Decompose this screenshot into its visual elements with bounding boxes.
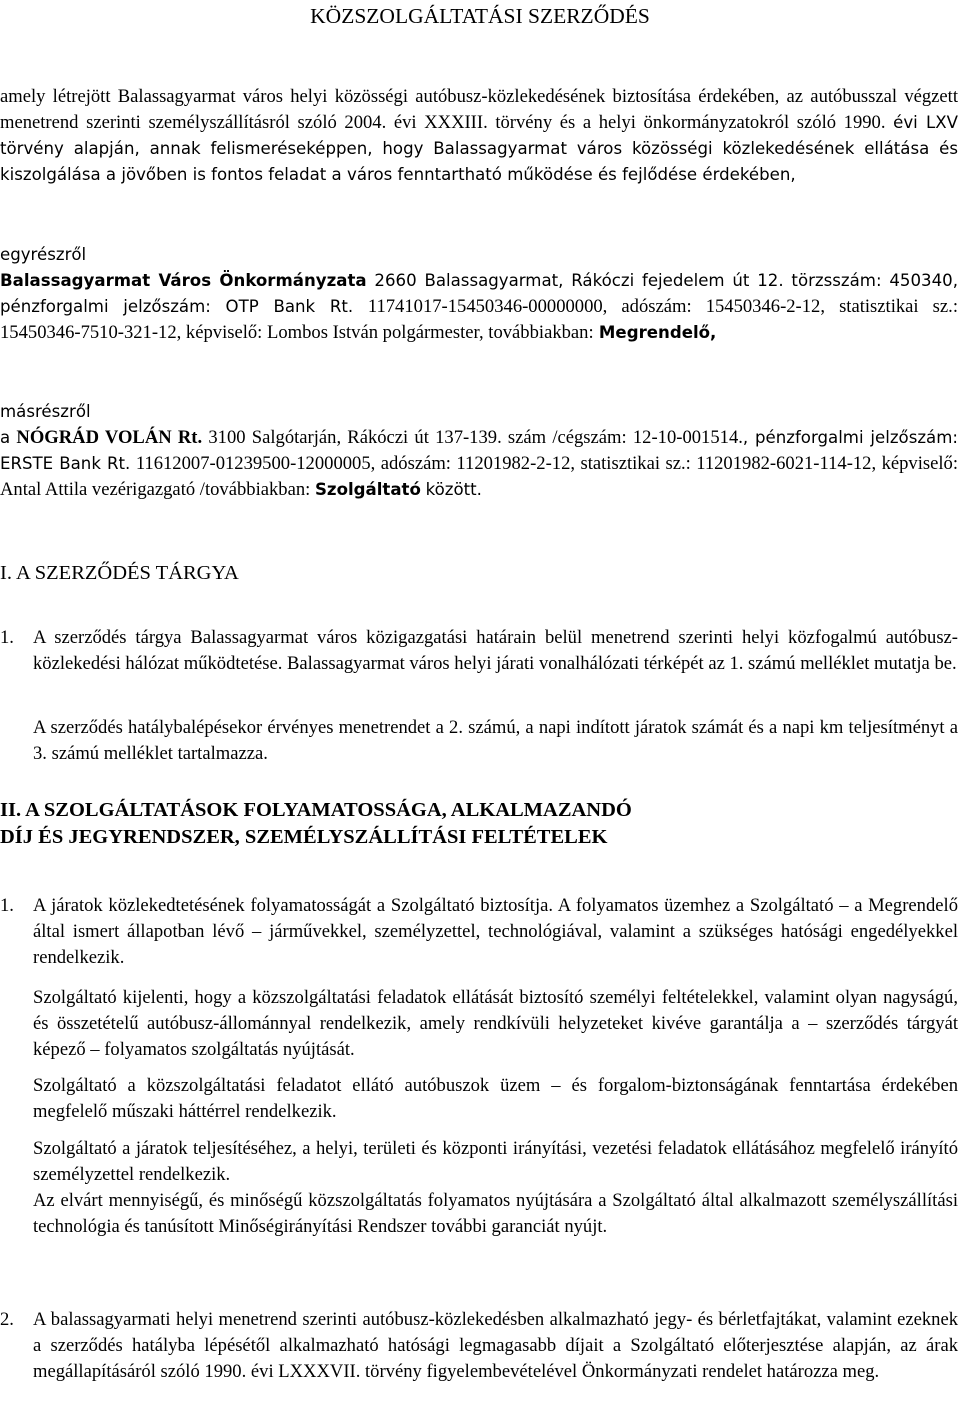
section2-paragraph4: Szolgáltató a járatok teljesítéséhez, a helyi, területi és központi irányítási, vezetési feladatok ellátásához megfelelő irányító személyzettel rendelkezik. <box>33 1138 958 1185</box>
party2-details3: : 11201982-6021-114-12, képviselő: Antal Attila vezérigazgató /továbbiakban: <box>0 453 959 500</box>
section1-number: 1. <box>0 627 14 648</box>
party2-role: Szolgáltató <box>314 480 421 499</box>
section2-heading-line2: DÍJ ÉS JEGYRENDSZER, SZEMÉLYSZÁLLÍTÁSI FELTÉTELEK <box>0 826 608 848</box>
section2-paragraph5: Az elvárt mennyiségű, és minőségű közszolgáltatás folyamatos nyújtására a Szolgáltató által alkalmazott személyszállítási technológia és tanúsított Minőségirányítási Rendszer további garanciát nyújt. <box>33 1190 958 1237</box>
party1-details: 2660 Balassagyarmat, Rákóczi fejedelem út 12. törzsszám: 450340, pénzforgalmi jelzőszám: OTP Bank Rt. <box>0 271 958 316</box>
section1-paragraph1: A szerződés tárgya Balassagyarmat város közigazgatási határain belül menetrend szerinti helyi közfogalmú autóbusz-közlekedési hálózat működtetése. Balassagyarmat város helyi járati vonalhálózati térképét az 1. számú melléklet mutatja be. <box>33 627 958 674</box>
intro-text-sans: évi LXV törvény alapján, annak felismeréseképpen, hogy Balassagyarmat város közösségi közlekedésének ellátása és kiszolgálása a jövőben is fontos feladat a város fenntartható működése és fejlődése érdekében, <box>0 113 958 184</box>
party2-role-suffix: között. <box>425 480 482 499</box>
document-title: KÖZSZOLGÁLTATÁSI SZERZŐDÉS <box>310 4 650 28</box>
party1-label: egyrészről <box>0 245 87 264</box>
party2-label: másrészről <box>0 402 91 421</box>
section2-paragraph2: Szolgáltató kijelenti, hogy a közszolgáltatási feladatok ellátását biztosító személyi feltételekkel, valamint olyan nagyságú, és összetételű autóbusz-állománnyal rendelkezik, amely rendkívüli helyzeteket kivéve garantálja a – szerződés tárgyát képező – folyamatos szolgáltatás nyújtását. <box>33 987 958 1060</box>
section2-paragraph1: A járatok közlekedtetésének folyamatosságát a Szolgáltató biztosítja. A folyamatos üzemhez a Szolgáltató – a Megrendelő által ismert állapotban lévő – járművekkel, személyzettel, technológiával, valamint a szükséges hatósági engedélyekkel rendelkezik. <box>33 895 958 968</box>
party2-details-sans: , pénzforgalmi jelzőszám: ERSTE Bank Rt. <box>0 428 958 473</box>
intro-text-serif: amely létrejött Balassagyarmat város helyi közösségi autóbusz-közlekedésének biztosítása érdekében, az autóbusszal végzett menetrend szerinti személyszállításról szóló 2004. évi XXXIII. törvény és a helyi önkormányzatokról szóló 1990. <box>0 86 958 133</box>
party2-details: 3100 Salgótarján, Rákóczi út 137-139. szám /cégszám: 12-10-001514. <box>208 427 743 448</box>
section2-heading-line1: II. A SZOLGÁLTATÁSOK FOLYAMATOSSÁGA, ALKALMAZANDÓ <box>0 799 632 821</box>
party2-details2: 11612007-01239500-12000005, adószám: 11201982-2-12, statisztikai sz. <box>135 453 686 474</box>
section2-number2: 2. <box>0 1309 14 1330</box>
party2-prefix: a <box>0 428 11 447</box>
section1-paragraph2: A szerződés hatálybalépésekor érvényes menetrendet a 2. számú, a napi indított járatok számát és a napi km teljesítményt a 3. számú melléklet tartalmazza. <box>33 717 958 764</box>
intro-paragraph <box>0 84 958 188</box>
party1-details3: : 15450346-7510-321-12, képviselő: Lombos István polgármester, továbbiakban: <box>0 296 958 343</box>
party1-details2: 11741017-15450346-00000000, adószám: 15450346-2-12, statisztikai sz. <box>367 296 953 317</box>
section1-heading: I. A SZERZŐDÉS TÁRGYA <box>0 562 239 584</box>
party1-block <box>0 268 958 346</box>
section2-paragraph3: Szolgáltató a közszolgáltatási feladatot ellátó autóbuszok üzem – és forgalom-biztonságának fenntartása érdekében megfelelő műszaki háttérrel rendelkezik. <box>33 1075 958 1122</box>
section2-paragraph6: A balassagyarmati helyi menetrend szerinti autóbusz-közlekedésben alkalmazható jegy- és bérletfajtákat, valamint ezeknek a szerződés hatályba lépésétől alkalmazható hatósági legmagasabb díjait a Szolgáltató előterjesztése alapján, az árak megállapításáról szóló 1990. évi LXXXVII. törvény figyelembevételével Önkormányzati rendelet határozza meg. <box>33 1309 958 1382</box>
party2-block <box>0 425 958 503</box>
party1-name: Balassagyarmat Város Önkormányzata <box>0 271 367 290</box>
section2-number1: 1. <box>0 895 14 916</box>
party2-name: NÓGRÁD VOLÁN Rt. <box>16 427 203 448</box>
party1-role: Megrendelő, <box>598 323 717 342</box>
